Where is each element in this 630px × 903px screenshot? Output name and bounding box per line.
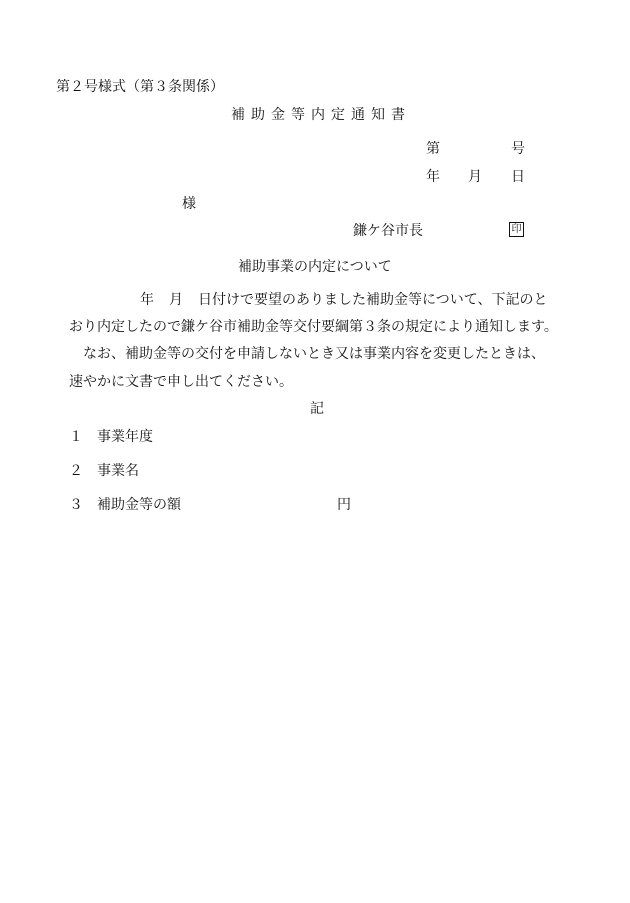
amount-unit: 円 (337, 497, 351, 513)
number-prefix: 第 (426, 141, 440, 157)
seal-mark: 印 (509, 222, 524, 237)
item-number: ３ (69, 497, 83, 513)
item-number: ２ (69, 463, 83, 479)
document-title: 補助金等内定通知書 (231, 107, 411, 123)
date-day: 日 (511, 169, 525, 185)
body-line-1: 日付けで要望のありました補助金等について、下記のと (198, 292, 548, 308)
ki-heading: 記 (310, 401, 324, 417)
item-label: 事業名 (97, 463, 139, 479)
subject-line: 補助事業の内定について (238, 259, 392, 275)
date-month: 月 (468, 169, 482, 185)
body-line-4: 速やかに文書で申し出てください。 (69, 374, 293, 390)
form-label: 第２号様式（第３条関係） (56, 79, 224, 95)
body-line-3: なお、補助金等の交付を申請しないとき又は事業内容を変更したときは、 (83, 346, 545, 362)
item-number: １ (69, 429, 83, 445)
item-label: 事業年度 (97, 429, 153, 445)
body-line-2: おり内定したので鎌ケ谷市補助金等交付要綱第３条の規定により通知します。 (69, 319, 558, 335)
date-year: 年 (426, 169, 440, 185)
body-month: 月 (169, 292, 183, 308)
body-year: 年 (140, 292, 154, 308)
addressee-suffix: 様 (182, 196, 196, 212)
issuer-name: 鎌ケ谷市長 (353, 223, 423, 239)
item-label: 補助金等の額 (97, 497, 181, 513)
number-suffix: 号 (511, 141, 525, 157)
